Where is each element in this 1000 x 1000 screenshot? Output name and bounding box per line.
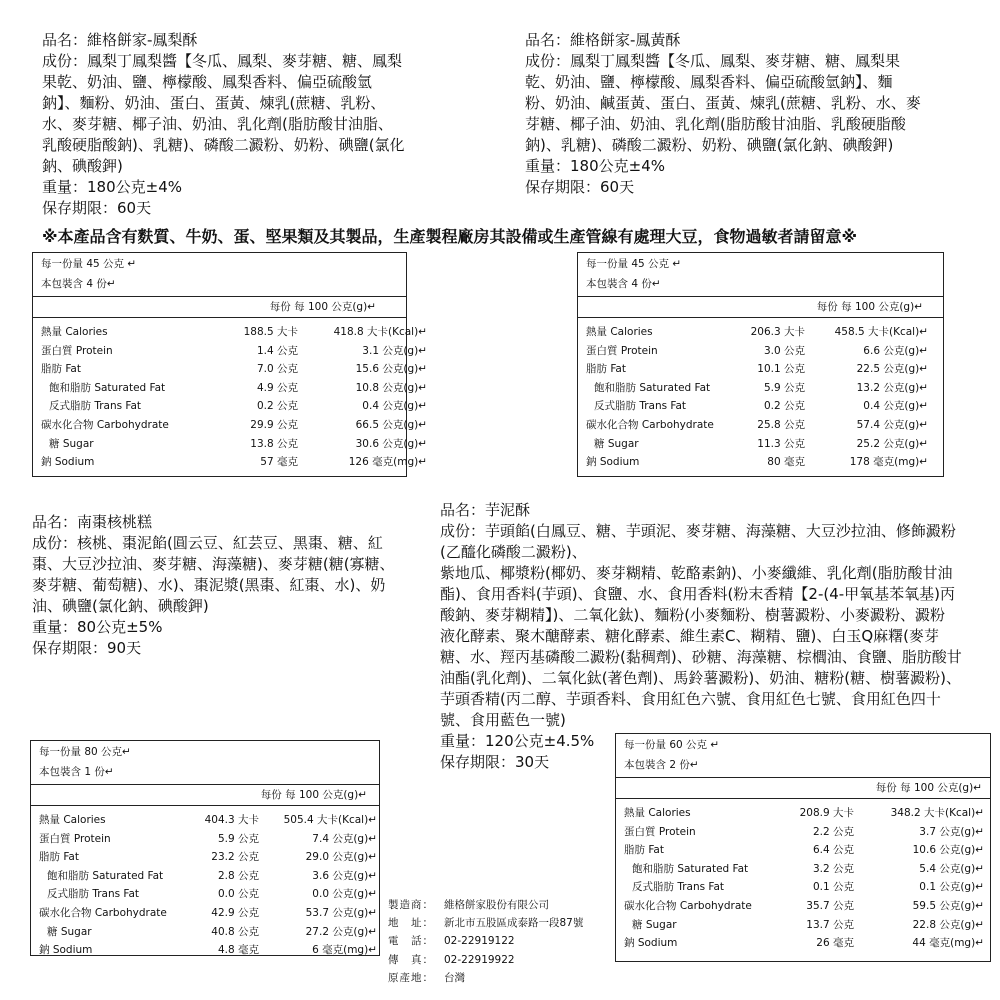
per-100g-value: 66.5 公克(g)↵ xyxy=(355,418,427,431)
per-100g-value: 7.4 公克(g)↵ xyxy=(312,832,377,845)
fax-value: 02-22919922 xyxy=(444,953,515,966)
product-name: 品名：維格餅家-鳳梨酥 xyxy=(42,31,198,49)
product-weight: 重量：80公克±5% xyxy=(32,618,163,636)
per-serving-value: 80 毫克 xyxy=(767,456,805,469)
ingredient-line: 酯)、食用香料(芋頭)、食鹽、水、食用香料(粉末香精【2-(4-甲氧基苯氧基)丙 xyxy=(440,585,956,603)
per-100g-value: 505.4 大卡(Kcal)↵ xyxy=(283,814,377,826)
nutrition-table-jujube xyxy=(30,740,380,956)
nutrient-label: 鈉 Sodium xyxy=(39,944,93,957)
manufacturer-info xyxy=(388,896,583,987)
nutrition-table-taro xyxy=(615,733,991,962)
nutrient-label: 脂肪 Fat xyxy=(41,363,81,376)
per-serving-value: 208.9 大卡 xyxy=(799,807,854,819)
nutrition-row xyxy=(33,341,427,360)
column-header: 每份 每 100 公克(g)↵ xyxy=(875,782,982,794)
column-header: 每份 每 100 公克(g)↵ xyxy=(269,301,376,313)
per-100g-value: 30.6 公克(g)↵ xyxy=(355,437,427,450)
nutrition-row xyxy=(31,847,379,866)
nutrition-row xyxy=(31,884,379,903)
per-100g-value: 15.6 公克(g)↵ xyxy=(355,363,427,376)
per-100g-value: 10.8 公克(g)↵ xyxy=(355,381,427,394)
nutrition-table-yolk xyxy=(577,252,944,477)
product-weight: 重量：180公克±4% xyxy=(42,178,182,196)
product-weight: 重量：120公克±4.5% xyxy=(440,732,595,750)
per-100g-value: 3.1 公克(g)↵ xyxy=(362,344,427,357)
nutrient-label: 熱量 Calories xyxy=(586,326,653,338)
per-100g-value: 0.0 公克(g)↵ xyxy=(312,888,377,901)
per-serving-value: 13.7 公克 xyxy=(806,918,854,931)
per-serving-value: 25.8 公克 xyxy=(757,418,805,431)
nutrition-row xyxy=(31,940,379,959)
per-serving-value: 57 毫克 xyxy=(260,456,298,469)
per-100g-value: 0.4 公克(g)↵ xyxy=(863,400,928,413)
ingredient-line: 紫地瓜、椰漿粉(椰奶、麥芽糊精、乾酪素鈉)、小麥纖維、乳化劑(脂肪酸甘油 xyxy=(440,564,953,582)
ingredient-line: 鈉)、乳糖)、磷酸二澱粉、奶粉、碘鹽(氯化鈉、碘酸鉀) xyxy=(525,136,894,154)
per-serving-value: 3.0 公克 xyxy=(763,344,805,357)
nutrition-rows xyxy=(578,322,943,471)
per-serving-value: 29.9 公克 xyxy=(250,418,298,431)
product-shelf-life: 保存期限：30天 xyxy=(440,753,550,771)
per-100g-value: 0.4 公克(g)↵ xyxy=(362,400,427,413)
fax-key: 傳 真： xyxy=(388,953,434,966)
nutrient-label: 蛋白質 Protein xyxy=(624,825,696,838)
address-key: 地 址： xyxy=(388,917,434,930)
nutrient-label: 糖 Sugar xyxy=(594,437,639,450)
nutrition-row xyxy=(33,415,427,434)
per-serving-value: 404.3 大卡 xyxy=(204,814,259,826)
per-100g-value: 458.5 大卡(Kcal)↵ xyxy=(834,326,928,338)
nutrition-row xyxy=(31,829,379,848)
nutrient-label: 反式脂肪 Trans Fat xyxy=(47,888,140,901)
nutrition-row xyxy=(578,322,943,341)
ingredient-line: 棗、大豆沙拉油、麥芽糖、海藻糖)、麥芽糖(糖(寡糖、 xyxy=(32,555,395,573)
ingredient-line: 糖、水、羥丙基磷酸二澱粉(黏稠劑)、砂糖、海藻糖、棕櫚油、食鹽、脂肪酸甘 xyxy=(440,648,962,666)
per-100g-value: 27.2 公克(g)↵ xyxy=(305,925,377,938)
serving-size: 每一份量 60 公克 ↵ xyxy=(624,739,720,751)
per-100g-value: 29.0 公克(g)↵ xyxy=(305,851,377,864)
nutrition-row xyxy=(616,896,990,915)
nutrient-label: 飽和脂肪 Saturated Fat xyxy=(594,381,711,394)
nutrition-row xyxy=(616,803,990,822)
nutrition-row xyxy=(616,933,990,952)
nutrition-row xyxy=(616,822,990,841)
nutrient-label: 脂肪 Fat xyxy=(39,851,79,864)
ingredient-line: 成份：鳳梨丁鳳梨醬【冬瓜、鳳梨、麥芽糖、糖、鳳梨果 xyxy=(525,52,901,70)
nutrition-row xyxy=(578,378,943,397)
ingredient-line: 麥芽糖、葡萄糖)、水)、棗泥漿(黑棗、紅棗、水)、奶 xyxy=(32,576,386,594)
product-weight: 重量：180公克±4% xyxy=(525,157,665,175)
nutrition-row xyxy=(33,452,427,471)
per-100g-value: 10.6 公克(g)↵ xyxy=(912,844,984,857)
ingredient-line: 芋頭香精(丙二醇、芋頭香料、食用紅色六號、食用紅色七號、食用紅色四十 xyxy=(440,690,941,708)
nutrient-label: 反式脂肪 Trans Fat xyxy=(594,400,687,413)
nutrition-rows xyxy=(616,803,990,952)
nutrient-label: 鈉 Sodium xyxy=(624,937,678,950)
nutrient-label: 熱量 Calories xyxy=(41,326,108,338)
per-100g-value: 22.5 公克(g)↵ xyxy=(856,363,928,376)
ingredient-line: 鈉】、麵粉、奶油、蛋白、蛋黃、煉乳(蔗糖、乳粉、 xyxy=(42,94,386,112)
nutrient-label: 脂肪 Fat xyxy=(586,363,626,376)
product-name: 品名：芋泥酥 xyxy=(440,501,531,519)
ingredient-line: 乳酸硬脂酸鈉)、乳糖)、磷酸二澱粉、奶粉、碘鹽(氯化 xyxy=(42,136,405,154)
nutrition-row xyxy=(33,396,427,415)
nutrition-row xyxy=(578,341,943,360)
nutrient-label: 蛋白質 Protein xyxy=(41,344,113,357)
per-100g-value: 44 毫克(mg)↵ xyxy=(912,937,984,950)
nutrient-label: 糖 Sugar xyxy=(632,918,677,931)
per-100g-value: 59.5 公克(g)↵ xyxy=(912,899,984,912)
per-serving-value: 5.9 公克 xyxy=(763,381,805,394)
per-serving-value: 13.8 公克 xyxy=(250,437,298,450)
nutrition-row xyxy=(578,359,943,378)
nutrition-row xyxy=(31,866,379,885)
per-serving-value: 2.8 公克 xyxy=(217,869,259,882)
phone-value: 02-22919122 xyxy=(444,935,515,948)
column-header: 每份 每 100 公克(g)↵ xyxy=(260,789,367,801)
ingredient-line: 乾、奶油、鹽、檸檬酸、鳳梨香料、偏亞硫酸氫鈉】、麵 xyxy=(525,73,893,91)
per-100g-value: 178 毫克(mg)↵ xyxy=(849,456,928,469)
nutrition-rows xyxy=(31,810,379,959)
nutrition-row xyxy=(33,434,427,453)
per-serving-value: 4.8 毫克 xyxy=(217,944,259,957)
nutrient-label: 蛋白質 Protein xyxy=(39,832,111,845)
nutrient-label: 碳水化合物 Carbohydrate xyxy=(624,899,752,912)
nutrition-row xyxy=(616,840,990,859)
nutrient-label: 碳水化合物 Carbohydrate xyxy=(39,906,167,919)
nutrient-label: 碳水化合物 Carbohydrate xyxy=(41,418,169,431)
nutrient-label: 飽和脂肪 Saturated Fat xyxy=(49,381,166,394)
ingredient-line: (乙醯化磷酸二澱粉)、 xyxy=(440,543,587,561)
nutrient-label: 糖 Sugar xyxy=(47,925,92,938)
nutrition-row xyxy=(33,322,427,341)
per-serving-value: 1.4 公克 xyxy=(256,344,298,357)
nutrition-row xyxy=(31,922,379,941)
nutrition-row xyxy=(33,378,427,397)
column-header: 每份 每 100 公克(g)↵ xyxy=(816,301,923,313)
per-serving-value: 206.3 大卡 xyxy=(750,326,805,338)
per-serving-value: 0.1 公克 xyxy=(812,881,854,894)
per-serving-value: 35.7 公克 xyxy=(806,899,854,912)
ingredient-line: 成份：芋頭餡(白鳳豆、糖、芋頭泥、麥芽糖、海藻糖、大豆沙拉油、修飾澱粉 xyxy=(440,522,956,540)
maker-key: 製造商： xyxy=(388,899,434,911)
ingredient-line: 酸鈉、麥芽糊精】)、二氧化鈦)、麵粉(小麥麵粉、樹薯澱粉、小麥澱粉、澱粉 xyxy=(440,606,946,624)
nutrition-row xyxy=(31,810,379,829)
nutrient-label: 碳水化合物 Carbohydrate xyxy=(586,418,714,431)
per-serving-value: 42.9 公克 xyxy=(211,906,259,919)
serving-size: 每一份量 80 公克↵ xyxy=(39,746,131,758)
per-100g-value: 3.7 公克(g)↵ xyxy=(919,825,984,838)
nutrient-label: 飽和脂肪 Saturated Fat xyxy=(632,862,749,875)
origin-value: 台灣 xyxy=(444,971,465,984)
servings-per-package: 本包裝含 4 份↵ xyxy=(586,278,661,290)
nutrient-label: 熱量 Calories xyxy=(39,814,106,826)
per-serving-value: 3.2 公克 xyxy=(812,862,854,875)
per-serving-value: 7.0 公克 xyxy=(256,363,298,376)
nutrition-row xyxy=(616,915,990,934)
per-serving-value: 26 毫克 xyxy=(816,937,854,950)
phone-key: 電 話： xyxy=(388,935,434,948)
nutrition-row xyxy=(33,359,427,378)
per-serving-value: 4.9 公克 xyxy=(256,381,298,394)
per-100g-value: 13.2 公克(g)↵ xyxy=(856,381,928,394)
product-jujube xyxy=(32,512,395,659)
per-100g-value: 25.2 公克(g)↵ xyxy=(856,437,928,450)
per-serving-value: 5.9 公克 xyxy=(217,832,259,845)
allergen-warning: ※本產品含有麩質、牛奶、蛋、堅果類及其製品，生產製程廠房其設備或生產管線有處理大豆，食物過敏者請留意※ xyxy=(42,227,858,246)
per-100g-value: 0.1 公克(g)↵ xyxy=(919,881,984,894)
nutrition-row xyxy=(578,452,943,471)
nutrition-row xyxy=(616,859,990,878)
ingredient-line: 成份：鳳梨丁鳳梨醬【冬瓜、鳳梨、麥芽糖、糖、鳳梨 xyxy=(42,52,403,70)
ingredient-line: 號、食用藍色一號) xyxy=(440,711,566,729)
nutrient-label: 蛋白質 Protein xyxy=(586,344,658,357)
nutrient-label: 糖 Sugar xyxy=(49,437,94,450)
per-100g-value: 6 毫克(mg)↵ xyxy=(312,944,377,957)
ingredient-line: 鈉、碘酸鉀) xyxy=(42,157,123,175)
product-name: 品名：維格餅家-鳳黃酥 xyxy=(525,31,681,49)
product-name: 品名：南棗核桃糕 xyxy=(32,513,153,531)
per-serving-value: 0.2 公克 xyxy=(763,400,805,413)
product-pineapple xyxy=(42,30,405,219)
per-serving-value: 23.2 公克 xyxy=(211,851,259,864)
nutrition-row xyxy=(578,434,943,453)
serving-size: 每一份量 45 公克 ↵ xyxy=(586,258,682,270)
per-100g-value: 418.8 大卡(Kcal)↵ xyxy=(333,326,427,338)
nutrition-row xyxy=(31,903,379,922)
product-shelf-life: 保存期限：90天 xyxy=(32,639,142,657)
ingredient-line: 芽糖、椰子油、奶油、乳化劑(脂肪酸甘油脂、乳酸硬脂酸 xyxy=(525,115,906,133)
per-serving-value: 0.2 公克 xyxy=(256,400,298,413)
per-100g-value: 5.4 公克(g)↵ xyxy=(919,862,984,875)
ingredient-line: 果乾、奶油、鹽、檸檬酸、鳳梨香料、偏亞硫酸氫 xyxy=(42,73,373,91)
ingredient-line: 水、麥芽糖、椰子油、奶油、乳化劑(脂肪酸甘油脂、 xyxy=(42,115,393,133)
per-serving-value: 2.2 公克 xyxy=(812,825,854,838)
per-100g-value: 6.6 公克(g)↵ xyxy=(863,344,928,357)
per-serving-value: 6.4 公克 xyxy=(812,844,854,857)
nutrient-label: 反式脂肪 Trans Fat xyxy=(632,881,725,894)
servings-per-package: 本包裝含 1 份↵ xyxy=(39,766,114,778)
per-serving-value: 188.5 大卡 xyxy=(243,326,298,338)
per-serving-value: 10.1 公克 xyxy=(757,363,805,376)
nutrient-label: 鈉 Sodium xyxy=(41,456,95,469)
product-shelf-life: 保存期限：60天 xyxy=(42,199,152,217)
per-100g-value: 3.6 公克(g)↵ xyxy=(312,869,377,882)
ingredient-line: 油酯(乳化劑)、二氧化鈦(著色劑)、馬鈴薯澱粉)、奶油、糖粉(糖、樹薯澱粉)、 xyxy=(440,669,961,687)
nutrition-row xyxy=(616,877,990,896)
nutrient-label: 飽和脂肪 Saturated Fat xyxy=(47,869,164,882)
nutrition-table-pineapple xyxy=(32,252,427,477)
nutrient-label: 鈉 Sodium xyxy=(586,456,640,469)
per-serving-value: 0.0 公克 xyxy=(217,888,259,901)
product-shelf-life: 保存期限：60天 xyxy=(525,178,635,196)
origin-key: 原產地： xyxy=(388,971,434,984)
ingredient-line: 粉、奶油、鹹蛋黃、蛋白、蛋黃、煉乳(蔗糖、乳粉、水、麥 xyxy=(525,94,921,112)
product-yolk xyxy=(525,30,921,198)
nutrient-label: 反式脂肪 Trans Fat xyxy=(49,400,142,413)
per-serving-value: 40.8 公克 xyxy=(211,925,259,938)
nutrition-row xyxy=(578,415,943,434)
per-100g-value: 53.7 公克(g)↵ xyxy=(305,906,377,919)
per-100g-value: 22.8 公克(g)↵ xyxy=(912,918,984,931)
nutrient-label: 脂肪 Fat xyxy=(624,844,664,857)
ingredient-line: 成份：核桃、棗泥餡(圓云豆、紅芸豆、黑棗、糖、紅 xyxy=(32,534,383,552)
per-serving-value: 11.3 公克 xyxy=(757,437,805,450)
per-100g-value: 348.2 大卡(Kcal)↵ xyxy=(890,807,984,819)
servings-per-package: 本包裝含 2 份↵ xyxy=(624,759,699,771)
serving-size: 每一份量 45 公克 ↵ xyxy=(41,258,137,270)
per-100g-value: 126 毫克(mg)↵ xyxy=(348,456,427,469)
per-100g-value: 57.4 公克(g)↵ xyxy=(856,418,928,431)
ingredient-line: 液化酵素、聚木醣酵素、糖化酵素、維生素C、糊精、鹽)、白玉Q麻糬(麥芽 xyxy=(440,627,939,645)
servings-per-package: 本包裝含 4 份↵ xyxy=(41,278,116,290)
maker-value: 維格餅家股份有限公司 xyxy=(444,899,549,911)
address-value: 新北市五股區成泰路一段87號 xyxy=(444,917,584,930)
nutrition-row xyxy=(578,396,943,415)
nutrition-rows xyxy=(33,322,427,471)
ingredient-line: 油、碘鹽(氯化鈉、碘酸鉀) xyxy=(32,597,209,615)
nutrient-label: 熱量 Calories xyxy=(624,807,691,819)
